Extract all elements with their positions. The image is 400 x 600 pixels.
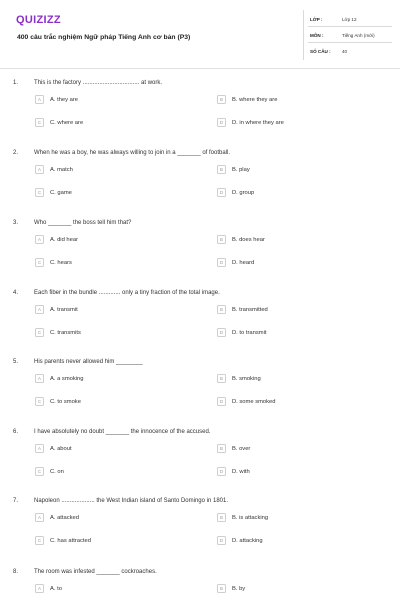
option-text: D. heard — [232, 259, 255, 266]
option-text: B. over — [232, 445, 251, 452]
option-letter-box: A — [35, 444, 44, 453]
question-text: Napoleon .................... the West Indian island of Santo Domingo in 1801. — [34, 498, 229, 504]
meta-info-box — [303, 10, 391, 60]
option-text: B. does hear — [232, 236, 265, 243]
option-text: D. in where they are — [232, 119, 284, 126]
question-text: I have absolutely no doubt _______ the innocence of the accused. — [34, 429, 211, 435]
question-number: 6. — [13, 429, 19, 435]
meta-row-subject — [308, 29, 392, 43]
meta-value: Tiếng Anh (mới) — [342, 33, 375, 38]
option-text: A. they are — [50, 96, 79, 103]
question-text: Each fiber in the bundle ............. only a tiny fraction of the total image. — [34, 290, 220, 296]
option-letter-box: B — [217, 95, 226, 104]
option-text: B. transmitted — [232, 306, 268, 313]
option-letter-box: A — [35, 513, 44, 522]
option-text: C. transmits — [50, 329, 81, 336]
option-text: B. play — [232, 166, 250, 173]
option-text: D. some smoked — [232, 398, 276, 405]
option-text: D. with — [232, 468, 250, 475]
meta-row-question-count — [308, 45, 392, 59]
option-letter-box: D — [217, 467, 226, 476]
option-letter-box: C — [35, 397, 44, 406]
question-text: The room was infested _______ cockroaches. — [34, 569, 157, 575]
option-letter-box: B — [217, 165, 226, 174]
option-text: C. has attracted — [50, 537, 91, 544]
option-text: B. by — [232, 585, 246, 592]
option-text: D. attacking — [232, 537, 263, 544]
option-text: B. is attacking — [232, 514, 269, 521]
meta-key: SỐ CÂU : — [310, 49, 331, 54]
question-number: 2. — [13, 150, 19, 156]
option-text: A. attacked — [50, 514, 80, 521]
question-number: 5. — [13, 359, 19, 365]
option-letter-box: B — [217, 305, 226, 314]
meta-value: 40 — [342, 49, 348, 54]
question-number: 4. — [13, 290, 19, 296]
option-letter-box: A — [35, 374, 44, 383]
option-letter-box: D — [217, 328, 226, 337]
meta-key: MÔN : — [310, 33, 324, 38]
option-text: C. on — [50, 468, 64, 475]
option-text: A. match — [50, 166, 73, 173]
question-text: When he was a boy, he was always willing to join in a _______ of football. — [34, 150, 231, 156]
option-letter-box: C — [35, 536, 44, 545]
option-letter-box: D — [217, 258, 226, 267]
option-letter-box: C — [35, 328, 44, 337]
option-text: B. where they are — [232, 96, 278, 103]
option-text: A. about — [50, 445, 72, 452]
option-letter-box: B — [217, 444, 226, 453]
question-number: 8. — [13, 569, 19, 575]
meta-value: Lớp 12 — [342, 17, 357, 22]
option-text: B. smoking — [232, 375, 261, 382]
question-number: 1. — [13, 80, 19, 86]
header-divider — [0, 68, 400, 69]
question-text: Who _______ the boss tell him that? — [34, 220, 132, 226]
question-number: 3. — [13, 220, 19, 226]
option-letter-box: B — [217, 235, 226, 244]
option-text: A. to — [50, 585, 62, 592]
option-letter-box: C — [35, 188, 44, 197]
option-letter-box: B — [217, 374, 226, 383]
option-text: C. game — [50, 189, 72, 196]
option-letter-box: C — [35, 258, 44, 267]
option-letter-box: D — [217, 536, 226, 545]
option-text: C. where are — [50, 119, 84, 126]
question-text: This is the factory .................................. at work. — [34, 80, 163, 86]
worksheet-header — [0, 0, 400, 70]
option-text: D. group — [232, 189, 255, 196]
option-letter-box: A — [35, 95, 44, 104]
option-text: A. a smoking — [50, 375, 84, 382]
option-letter-box: D — [217, 188, 226, 197]
option-text: A. transmit — [50, 306, 78, 313]
question-number: 7. — [13, 498, 19, 504]
option-text: A. did hear — [50, 236, 79, 243]
meta-key: LỚP : — [310, 17, 323, 22]
option-letter-box: B — [217, 513, 226, 522]
option-letter-box: A — [35, 305, 44, 314]
option-text: C. to smoke — [50, 398, 81, 405]
question-text: His parents never allowed him ________ — [34, 359, 143, 365]
option-letter-box: D — [217, 397, 226, 406]
option-letter-box: A — [35, 165, 44, 174]
option-letter-box: D — [217, 118, 226, 127]
option-letter-box: C — [35, 467, 44, 476]
option-letter-box: A — [35, 584, 44, 593]
quizizz-logo: QUIZIZZ — [16, 14, 61, 26]
option-letter-box: A — [35, 235, 44, 244]
worksheet-title: 400 câu trắc nghiệm Ngữ pháp Tiếng Anh cơ bản (P3) — [17, 34, 191, 41]
option-text: D. to transmit — [232, 329, 267, 336]
meta-row-class — [308, 13, 392, 27]
option-letter-box: C — [35, 118, 44, 127]
option-text: C. hears — [50, 259, 72, 266]
option-letter-box: B — [217, 584, 226, 593]
